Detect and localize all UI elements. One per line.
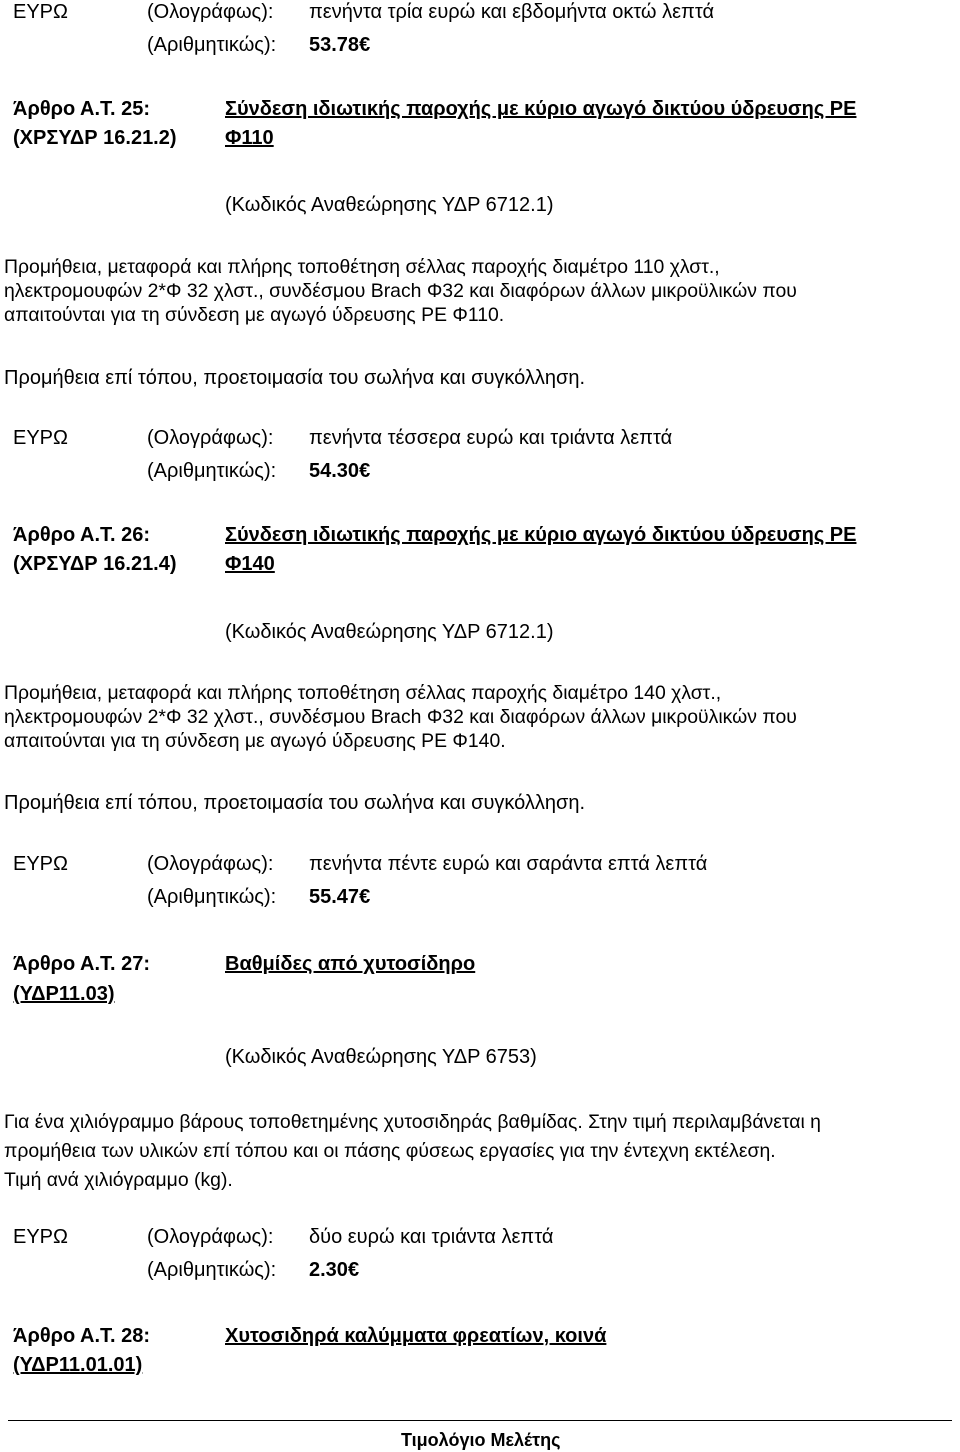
article-description — [4, 1108, 944, 1195]
article-code: (ΥΔΡ11.03) — [13, 983, 115, 1005]
currency-label: ΕΥΡΩ — [13, 1, 68, 23]
price-numeric: 54.30€ — [309, 460, 371, 482]
price-numeric: 53.78€ — [309, 34, 371, 56]
price-in-words: πενήντα τέσσερα ευρώ και τριάντα λεπτά — [309, 427, 673, 449]
revision-code: (Κωδικός Αναθεώρησης ΥΔΡ 6712.1) — [225, 194, 554, 216]
currency-label: ΕΥΡΩ — [13, 1226, 68, 1248]
article-title-cont: Φ140 — [225, 553, 275, 575]
revision-code: (Κωδικός Αναθεώρησης ΥΔΡ 6753) — [225, 1046, 537, 1068]
article-code: (ΧΡΣΥΔΡ 16.21.2) — [13, 127, 177, 149]
currency-label: ΕΥΡΩ — [13, 427, 68, 449]
revision-code: (Κωδικός Αναθεώρησης ΥΔΡ 6712.1) — [225, 621, 554, 643]
footer-title: Τιμολόγιο Μελέτης — [401, 1430, 561, 1450]
numeric-label: (Αριθμητικώς): — [147, 886, 277, 908]
article-title: Σύνδεση ιδιωτικής παροχής με κύριο αγωγό δικτύου ύδρευσης ΡΕ — [225, 524, 857, 546]
article-code: (ΥΔΡ11.01.01) — [13, 1354, 143, 1376]
numeric-label: (Αριθμητικώς): — [147, 460, 277, 482]
article-note: Προμήθεια επί τόπου, προετοιμασία του σωλήνα και συγκόλληση. — [4, 792, 586, 814]
article-number: Άρθρο Α.Τ. 26: — [13, 524, 151, 546]
description-line: απαιτούνται για τη σύνδεση με αγωγό ύδρευσης ΡΕ Φ140. — [4, 730, 506, 752]
description-line: Για ένα χιλιόγραμμο βάρους τοποθετημένης χυτοσιδηράς βαθμίδας. Στην τιμή περιλαμβάνεται η — [4, 1111, 821, 1133]
article-title: Σύνδεση ιδιωτικής παροχής με κύριο αγωγό δικτύου ύδρευσης ΡΕ — [225, 98, 857, 120]
description-line: απαιτούνται για τη σύνδεση με αγωγό ύδρευσης ΡΕ Φ110. — [4, 304, 505, 326]
words-label: (Ολογράφως): — [147, 1, 274, 23]
euro-sign-icon: € — [359, 886, 371, 908]
article-description — [4, 681, 944, 753]
article-title-cont: Φ110 — [225, 127, 274, 149]
description-line: ηλεκτρομουφών 2*Φ 32 χλστ., συνδέσμου Brach Φ32 και διαφόρων άλλων μικροϋλικών που — [4, 280, 797, 302]
description-line: Προμήθεια, μεταφορά και πλήρης τοποθέτηση σέλλας παροχής διαμέτρο 110 χλστ., — [4, 256, 720, 278]
description-line: Τιμή ανά χιλιόγραμμο (kg). — [4, 1169, 233, 1191]
euro-sign-icon: € — [359, 460, 371, 482]
words-label: (Ολογράφως): — [147, 427, 274, 449]
price-in-words: δύο ευρώ και τριάντα λεπτά — [309, 1226, 554, 1248]
description-line: Προμήθεια, μεταφορά και πλήρης τοποθέτηση σέλλας παροχής διαμέτρο 140 χλστ., — [4, 682, 722, 704]
article-note: Προμήθεια επί τόπου, προετοιμασία του σωλήνα και συγκόλληση. — [4, 367, 586, 389]
words-label: (Ολογράφως): — [147, 1226, 274, 1248]
numeric-label: (Αριθμητικώς): — [147, 1259, 277, 1281]
price-in-words: πενήντα πέντε ευρώ και σαράντα επτά λεπτά — [309, 853, 708, 875]
description-line: ηλεκτρομουφών 2*Φ 32 χλστ., συνδέσμου Brach Φ32 και διαφόρων άλλων μικροϋλικών που — [4, 706, 797, 728]
currency-label: ΕΥΡΩ — [13, 853, 68, 875]
footer-divider — [8, 1420, 952, 1421]
description-line: προμήθεια των υλικών επί τόπου και οι πάσης φύσεως εργασίες για την έντεχνη εκτέλεση. — [4, 1140, 776, 1162]
price-numeric: 2.30€ — [309, 1259, 360, 1281]
article-description — [4, 255, 944, 327]
words-label: (Ολογράφως): — [147, 853, 274, 875]
price-in-words: πενήντα τρία ευρώ και εβδομήντα οκτώ λεπτά — [309, 1, 714, 23]
euro-sign-icon: € — [359, 34, 371, 56]
article-title: Χυτοσιδηρά καλύμματα φρεατίων, κοινά — [225, 1325, 607, 1347]
article-number: Άρθρο Α.Τ. 27: — [13, 953, 151, 975]
article-title: Βαθμίδες από χυτοσίδηρο — [225, 953, 476, 975]
euro-sign-icon: € — [347, 1259, 360, 1281]
article-number: Άρθρο Α.Τ. 28: — [13, 1325, 151, 1347]
price-numeric: 55.47€ — [309, 886, 371, 908]
article-code: (ΧΡΣΥΔΡ 16.21.4) — [13, 553, 177, 575]
numeric-label: (Αριθμητικώς): — [147, 34, 277, 56]
article-number: Άρθρο Α.Τ. 25: — [13, 98, 151, 120]
